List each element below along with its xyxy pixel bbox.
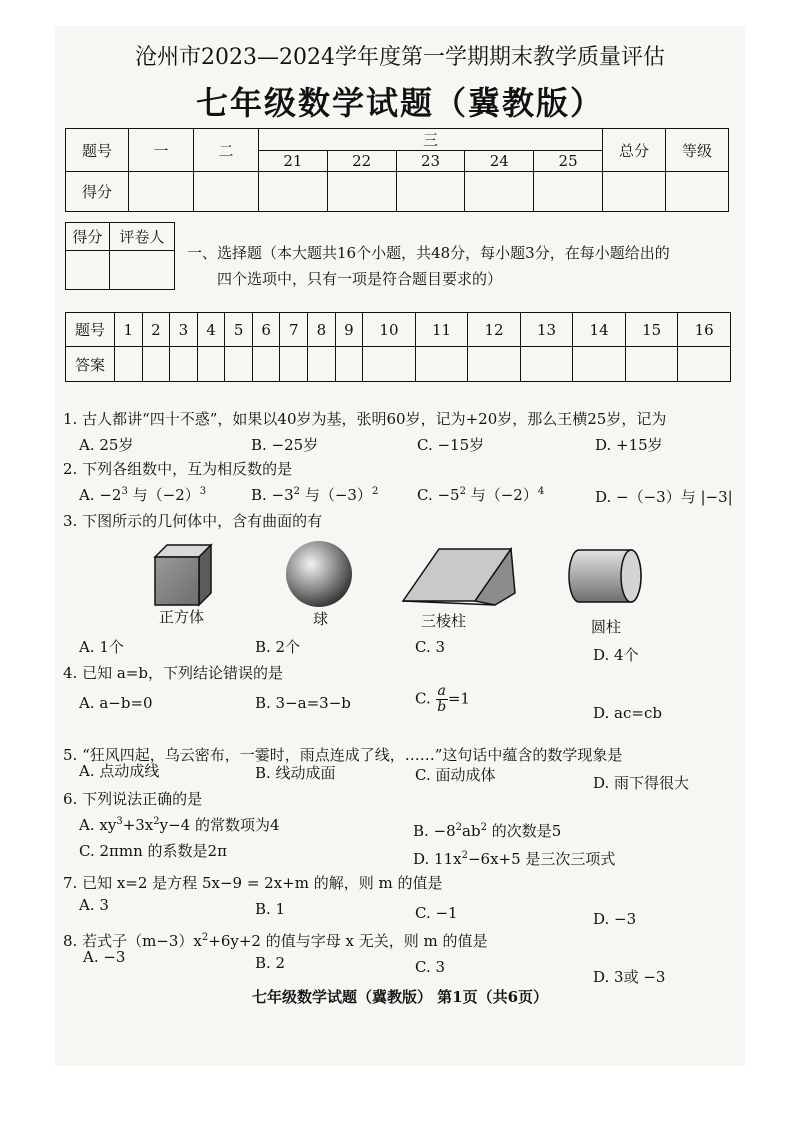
score-col-2: 二 bbox=[194, 129, 259, 172]
score-table-score-label: 得分 bbox=[66, 172, 129, 212]
score-col-1: 一 bbox=[129, 129, 194, 172]
q2-option-b: B. $-3^2$ 与$(-3)^2$ bbox=[251, 486, 379, 504]
score-cell[interactable] bbox=[194, 172, 259, 212]
question-1-stem: 1. 古人都讲“四十不惑”，如果以40岁为基，张明60岁，记为+20岁，那么王横25岁，记为 bbox=[63, 410, 667, 428]
answer-cell[interactable] bbox=[625, 347, 678, 382]
q5-option-d: D. 雨下得很大 bbox=[593, 774, 690, 792]
q5-option-b: B. 线动成面 bbox=[255, 764, 336, 782]
answer-num: 15 bbox=[625, 313, 678, 347]
q1-option-a: A. 25岁 bbox=[79, 436, 134, 454]
answer-num: 4 bbox=[197, 313, 225, 347]
fraction-a-over-b: $\frac{a}{b}$ bbox=[437, 683, 447, 715]
cylinder-figure bbox=[567, 546, 647, 608]
answer-cell[interactable] bbox=[573, 347, 626, 382]
q8-option-c: C. 3 bbox=[415, 958, 446, 976]
answer-num: 1 bbox=[115, 313, 143, 347]
score-cell[interactable] bbox=[534, 172, 603, 212]
q6-option-d: D. $11x^2-6x+5$ 是三次三项式 bbox=[413, 850, 616, 868]
q4-option-b: B. 3−a=3−b bbox=[255, 694, 351, 712]
answer-num: 14 bbox=[573, 313, 626, 347]
page-footer: 七年级数学试题（冀教版） 第1页（共6页） bbox=[251, 988, 549, 1006]
section-1-instructions bbox=[187, 240, 737, 292]
q4-option-d: D. ac=cb bbox=[593, 704, 662, 722]
score-col-3: 三 bbox=[259, 129, 603, 151]
answer-cell[interactable] bbox=[308, 347, 336, 382]
q5-option-a: A. 点动成线 bbox=[79, 762, 160, 780]
answer-cell[interactable] bbox=[335, 347, 363, 382]
answer-num: 3 bbox=[170, 313, 198, 347]
question-6-stem: 6. 下列说法正确的是 bbox=[63, 790, 203, 808]
q6-option-b: B. $-8^2ab^2$ 的次数是5 bbox=[413, 822, 562, 840]
answer-num: 16 bbox=[678, 313, 731, 347]
score-sub-24: 24 bbox=[465, 151, 534, 172]
q3-option-b: B. 2个 bbox=[255, 638, 301, 656]
q3-option-c: C. 3 bbox=[415, 638, 446, 656]
sphere-figure bbox=[283, 538, 355, 610]
answer-num: 12 bbox=[468, 313, 521, 347]
question-2-stem: 2. 下列各组数中，互为相反数的是 bbox=[63, 460, 293, 478]
score-sub-25: 25 bbox=[534, 151, 603, 172]
answer-num: 2 bbox=[142, 313, 170, 347]
q2-option-c: C. $-5^2$ 与$(-2)^4$ bbox=[417, 486, 545, 504]
answer-cell[interactable] bbox=[520, 347, 573, 382]
exam-header-line1: 沧州市2023—2024学年度第一学期期末教学质量评估 bbox=[135, 45, 665, 70]
q5-option-c: C. 面动成体 bbox=[415, 766, 496, 784]
q3-option-a: A. 1个 bbox=[79, 638, 124, 656]
q7-option-d: D. −3 bbox=[593, 910, 637, 928]
score-cell[interactable] bbox=[259, 172, 328, 212]
q4-option-c: C. $\frac{a}{b}$ =1 bbox=[415, 683, 470, 715]
question-4-stem: 4. 已知 a=b，下列结论错误的是 bbox=[63, 664, 283, 682]
reviewer-score-label: 得分 bbox=[66, 223, 110, 251]
score-sub-23: 23 bbox=[396, 151, 465, 172]
reviewer-table bbox=[65, 222, 175, 290]
cube-figure bbox=[145, 541, 215, 611]
answer-cell[interactable] bbox=[415, 347, 468, 382]
answer-num: 11 bbox=[415, 313, 468, 347]
answer-cell[interactable] bbox=[468, 347, 521, 382]
q8-option-d: D. 3或 −3 bbox=[593, 968, 666, 986]
q6-option-a: A. $xy^3+3x^2y-4$ 的常数项为4 bbox=[79, 816, 280, 834]
score-cell[interactable] bbox=[327, 172, 396, 212]
q3-option-d: D. 4个 bbox=[593, 646, 639, 664]
answer-num: 8 bbox=[308, 313, 336, 347]
prism-figure bbox=[399, 541, 519, 611]
exam-title: 七年级数学试题（冀教版） bbox=[195, 84, 604, 122]
score-sub-22: 22 bbox=[327, 151, 396, 172]
question-7-stem: 7. 已知 x=2 是方程 5x−9 = 2x+m 的解，则 m 的值是 bbox=[63, 874, 443, 892]
score-cell[interactable] bbox=[666, 172, 729, 212]
score-sub-21: 21 bbox=[259, 151, 328, 172]
q1-option-d: D. +15岁 bbox=[595, 436, 663, 454]
reviewer-label: 评卷人 bbox=[109, 223, 174, 251]
section-1-line1: 一、选择题（本大题共16个小题，共48分，每小题3分，在每小题给出的 bbox=[187, 244, 670, 262]
answer-cell[interactable] bbox=[197, 347, 225, 382]
section-1-line2: 四个选项中，只有一项是符合题目要求的） bbox=[217, 270, 503, 288]
score-cell[interactable] bbox=[396, 172, 465, 212]
q6-option-c: C. 2πmn 的系数是2π bbox=[79, 842, 227, 860]
answer-cell[interactable] bbox=[280, 347, 308, 382]
q2-option-a: A. $-2^3$ 与$(-2)^3$ bbox=[79, 486, 207, 504]
question-3-stem: 3. 下图所示的几何体中，含有曲面的有 bbox=[63, 512, 323, 530]
score-cell[interactable] bbox=[465, 172, 534, 212]
answer-num: 9 bbox=[335, 313, 363, 347]
answer-num: 7 bbox=[280, 313, 308, 347]
answer-num: 10 bbox=[363, 313, 416, 347]
answer-cell[interactable] bbox=[142, 347, 170, 382]
cylinder-label: 圆柱 bbox=[591, 618, 622, 636]
cube-label: 正方体 bbox=[159, 608, 205, 626]
q4-option-a: A. a−b=0 bbox=[79, 694, 153, 712]
score-cell[interactable] bbox=[603, 172, 666, 212]
q8-option-a: A. −3 bbox=[83, 948, 126, 966]
q7-option-b: B. 1 bbox=[255, 900, 286, 918]
score-table-title-label: 题号 bbox=[66, 129, 129, 172]
sphere-label: 球 bbox=[313, 610, 329, 628]
answer-table-title-label: 题号 bbox=[66, 313, 115, 347]
answer-cell[interactable] bbox=[225, 347, 253, 382]
reviewer-score-cell[interactable] bbox=[66, 251, 110, 290]
question-8-stem: 8. 若式子$(m-3)x^2+6y+2$ 的值与字母 x 无关，则 m 的值是 bbox=[63, 932, 488, 950]
answer-cell[interactable] bbox=[252, 347, 280, 382]
answer-cell[interactable] bbox=[363, 347, 416, 382]
answer-num: 6 bbox=[252, 313, 280, 347]
answer-table bbox=[65, 312, 731, 382]
answer-cell[interactable] bbox=[115, 347, 143, 382]
score-grade-label: 等级 bbox=[666, 129, 729, 172]
question-5-stem: 5. “狂风四起，乌云密布，一霎时，雨点连成了线，……”这句话中蕴含的数学现象是 bbox=[63, 746, 623, 764]
answer-table-answer-label: 答案 bbox=[66, 347, 115, 382]
q7-option-c: C. −1 bbox=[415, 904, 458, 922]
q1-option-c: C. −15岁 bbox=[417, 436, 485, 454]
q8-option-b: B. 2 bbox=[255, 954, 286, 972]
score-cell[interactable] bbox=[129, 172, 194, 212]
answer-num: 13 bbox=[520, 313, 573, 347]
answer-cell[interactable] bbox=[678, 347, 731, 382]
reviewer-name-cell[interactable] bbox=[109, 251, 174, 290]
q1-option-b: B. −25岁 bbox=[251, 436, 319, 454]
q7-option-a: A. 3 bbox=[79, 896, 109, 914]
answer-num: 5 bbox=[225, 313, 253, 347]
answer-cell[interactable] bbox=[170, 347, 198, 382]
q2-option-d: D. −（−3）与 |−3| bbox=[595, 488, 733, 506]
score-table bbox=[65, 128, 729, 212]
prism-label: 三棱柱 bbox=[421, 612, 467, 630]
score-total-label: 总分 bbox=[603, 129, 666, 172]
exam-page bbox=[55, 26, 745, 1066]
